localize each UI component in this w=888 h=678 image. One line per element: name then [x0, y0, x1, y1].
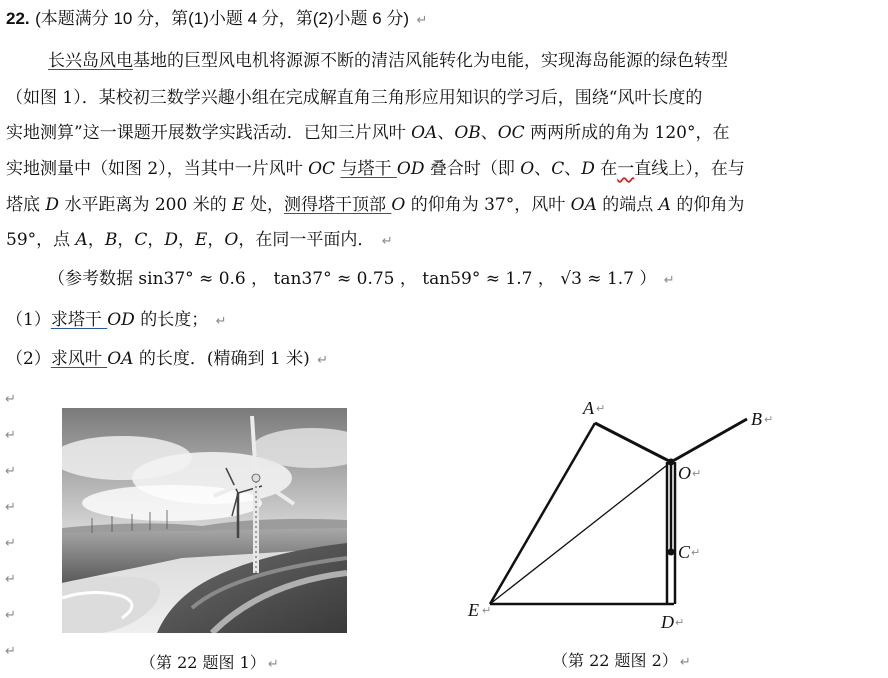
question-score-info: (本题满分 10 分，第(1)小题 4 分，第(2)小题 6 分) [35, 9, 410, 28]
paragraph-mark: ↵ [5, 608, 16, 623]
para-line-2: （如图 1）．某校初三数学兴趣小组在完成解直角三角形应用知识的学习后，围绕“风叶长度的 [6, 88, 703, 108]
label-c: C [678, 542, 691, 562]
sub-question-2: （2）求风叶 OA 的长度．(精确到 1 米) ↵ [6, 349, 329, 369]
point-o [668, 459, 675, 466]
para-line-3: 实地测算”这一课题开展数学实践活动．已知三片风叶 OA、OB、OC 两两所成的角为 120°，在 [6, 123, 730, 143]
geometry-diagram [440, 392, 800, 642]
paragraph-mark: ↵ [5, 644, 16, 659]
reference-data: （参考数据 sin37° ≈ 0.6 ， tan37° ≈ 0.75 ， tan59° ≈ 1.7 ， √3 ≈ 1.7 ） ↵ [48, 269, 675, 289]
label-o: O [678, 463, 691, 483]
para-line-6: 59°，点 A，B，C，D，E，O，在同一平面内． ↵ [6, 230, 393, 250]
blade-ob [671, 419, 747, 462]
paragraph-mark: ↵ [5, 536, 16, 551]
sub-question-1: （1）求塔干 OD 的长度； ↵ [6, 310, 227, 330]
svg-text:↵: ↵ [764, 413, 774, 426]
paragraph-mark: ↵ [5, 464, 16, 479]
place-name: 长兴岛风电 [48, 51, 133, 71]
label-d: D [661, 612, 674, 632]
question-header: 22. (本题满分 10 分，第(1)小题 4 分，第(2)小题 6 分) ↵ [6, 9, 428, 28]
svg-text:↵: ↵ [596, 402, 606, 415]
paragraph-mark: ↵ [416, 13, 428, 28]
svg-text:↵: ↵ [692, 467, 702, 480]
segment-ea [490, 423, 595, 604]
paragraph-mark: ↵ [5, 428, 16, 443]
para-line-1: 长兴岛风电基地的巨型风电机将源源不断的清洁风能转化为电能，实现海岛能源的绿色转型 [48, 51, 728, 71]
label-b: B [751, 409, 762, 429]
svg-text:↵: ↵ [691, 546, 701, 559]
para-line-4: 实地测量中（如图 2），当其中一片风叶 OC 与塔干 OD 叠合时（即 O、C、D 在一直线上），在与 [6, 159, 745, 179]
point-c [668, 549, 675, 556]
label-e: E [468, 600, 479, 620]
segment-eo [490, 462, 671, 604]
blade-oa [595, 423, 671, 462]
label-a: A [583, 398, 594, 418]
paragraph-mark: ↵ [5, 500, 16, 515]
para-line-5: 塔底 D 水平距离为 200 米的 E 处，测得塔干顶部 O 的仰角为 37°，风叶 OA 的端点 A 的仰角为 [6, 195, 745, 215]
caption-figure-1: （第 22 题图 1） ↵ [140, 653, 279, 672]
svg-text:↵: ↵ [675, 616, 685, 629]
wind-turbine-photo [62, 408, 347, 633]
paragraph-mark: ↵ [5, 572, 16, 587]
svg-text:↵: ↵ [482, 604, 492, 617]
paragraph-mark: ↵ [5, 392, 16, 407]
caption-figure-2: （第 22 题图 2） ↵ [552, 651, 691, 670]
question-number: 22 [6, 9, 25, 28]
